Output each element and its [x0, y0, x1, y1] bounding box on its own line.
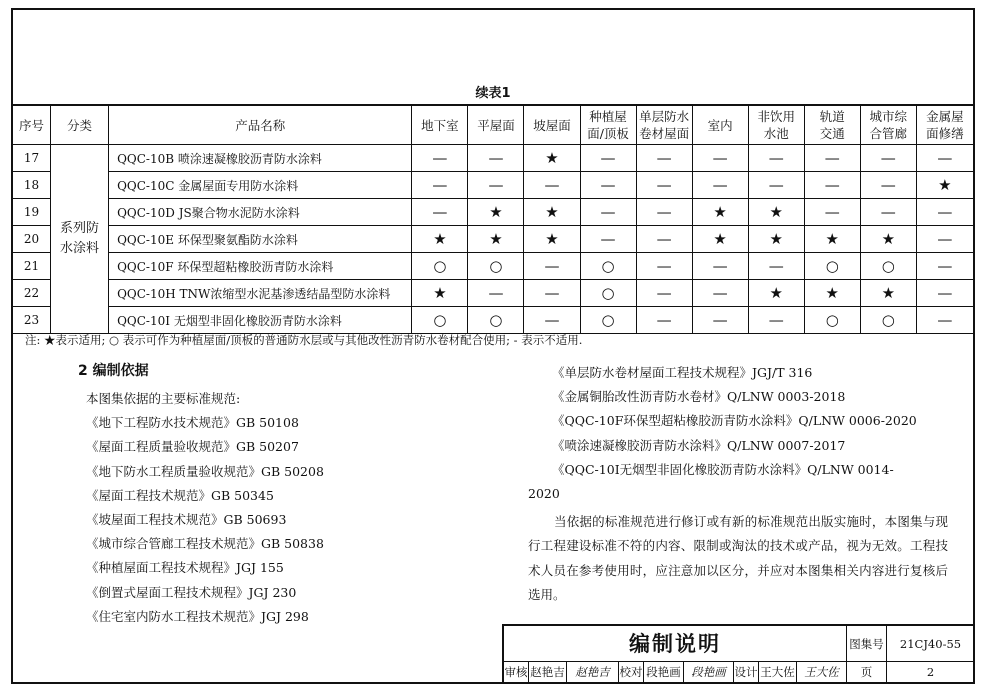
applicability-mark: ★ — [692, 199, 748, 226]
applicability-mark: ★ — [692, 226, 748, 253]
title-block — [502, 624, 974, 683]
product-name: QQC-10B 喷涂速凝橡胶沥青防水涂料 — [109, 145, 412, 172]
row-seq: 18 — [13, 172, 51, 199]
product-name: QQC-10H TNW浓缩型水泥基渗透结晶型防水涂料 — [109, 280, 412, 307]
standard-item: 《金属铜胎改性沥青防水卷材》Q/LNW 0003-2018 — [552, 389, 846, 405]
header-seq: 序号 — [13, 105, 51, 145]
applicability-mark: — — [636, 307, 692, 334]
standard-item: 《坡屋面工程技术规范》GB 50693 — [86, 511, 287, 527]
header-application: 地下室 — [412, 105, 468, 145]
applicability-mark: — — [412, 172, 468, 199]
applicability-mark: — — [860, 145, 916, 172]
header-product: 产品名称 — [109, 105, 412, 145]
atlas-label: 图集号 — [847, 626, 887, 662]
applicability-mark: — — [748, 172, 804, 199]
applicability-mark: — — [636, 145, 692, 172]
table-header-row — [13, 105, 974, 145]
standards-list-right — [528, 361, 948, 607]
applicability-mark: — — [636, 226, 692, 253]
header-application: 室内 — [692, 105, 748, 145]
row-seq: 21 — [13, 253, 51, 280]
drawing-title: 编制说明 — [504, 626, 847, 662]
designer-name: 王大佐 — [759, 662, 797, 683]
applicability-mark: — — [468, 280, 524, 307]
applicability-mark: — — [748, 145, 804, 172]
applicability-mark: — — [860, 172, 916, 199]
review-label: 审核 — [504, 662, 529, 683]
product-name: QQC-10E 环保型聚氨酯防水涂料 — [109, 226, 412, 253]
applicability-mark: — — [860, 199, 916, 226]
header-category: 分类 — [51, 105, 109, 145]
applicability-mark: — — [916, 145, 973, 172]
applicability-mark: — — [580, 172, 636, 199]
table-caption: 续表1 — [475, 86, 511, 101]
applicability-mark: — — [692, 172, 748, 199]
section-title: 2 编制依据 — [78, 363, 149, 379]
applicability-mark: ○ — [804, 253, 860, 280]
applicability-mark: — — [804, 172, 860, 199]
applicability-mark: — — [804, 145, 860, 172]
applicability-mark: — — [916, 280, 973, 307]
header-application: 金属屋 面修缮 — [916, 105, 973, 145]
standard-item: 《种植屋面工程技术规程》JGJ 155 — [86, 560, 284, 576]
applicability-mark: — — [692, 307, 748, 334]
product-name: QQC-10C 金属屋面专用防水涂料 — [109, 172, 412, 199]
applicability-mark: ★ — [412, 226, 468, 253]
applicability-mark: ○ — [860, 307, 916, 334]
applicability-mark: ○ — [580, 253, 636, 280]
applicability-mark: ★ — [524, 226, 580, 253]
header-application: 种植屋 面/顶板 — [580, 105, 636, 145]
applicability-mark: — — [916, 226, 973, 253]
row-seq: 23 — [13, 307, 51, 334]
applicability-mark: ○ — [468, 253, 524, 280]
product-name: QQC-10I 无烟型非固化橡胶沥青防水涂料 — [109, 307, 412, 334]
applicability-mark: — — [692, 145, 748, 172]
applicability-mark: — — [580, 145, 636, 172]
standard-item: 《QQC-10F环保型超粘橡胶沥青防水涂料》Q/LNW 0006-2020 — [552, 413, 917, 429]
table-row — [13, 226, 974, 253]
applicability-mark: — — [524, 253, 580, 280]
applicability-mark: — — [692, 280, 748, 307]
check-label: 校对 — [619, 662, 644, 683]
standard-item: 《城市综合管廊工程技术规范》GB 50838 — [86, 536, 324, 552]
row-seq: 22 — [13, 280, 51, 307]
standards-list-left — [86, 387, 506, 629]
applicability-mark: ○ — [860, 253, 916, 280]
header-application: 城市综 合管廊 — [860, 105, 916, 145]
standard-item-wrapped: 《QQC-10I无烟型非固化橡胶沥青防水涂料》Q/LNW 0014- — [552, 461, 894, 477]
applicability-mark: ★ — [804, 226, 860, 253]
applicability-mark: ★ — [860, 226, 916, 253]
applicability-mark: — — [748, 253, 804, 280]
applicability-mark: — — [524, 172, 580, 199]
applicability-mark: ★ — [860, 280, 916, 307]
page-number: 2 — [887, 662, 974, 683]
applicability-mark: — — [636, 280, 692, 307]
category-cell: 系列防 水涂料 — [51, 145, 109, 334]
standard-item: 《屋面工程技术规范》GB 50345 — [86, 487, 274, 503]
table-row — [13, 307, 974, 334]
applicability-mark: ★ — [412, 280, 468, 307]
designer-signature: 王大佐 — [797, 662, 847, 683]
applicability-mark: ○ — [580, 280, 636, 307]
applicability-mark: — — [916, 253, 973, 280]
header-application: 坡屋面 — [524, 105, 580, 145]
row-seq: 17 — [13, 145, 51, 172]
table-row — [13, 172, 974, 199]
checker-signature: 段艳画 — [684, 662, 734, 683]
header-application: 轨道 交通 — [804, 105, 860, 145]
standard-item: 《倒置式屋面工程技术规程》JGJ 230 — [86, 584, 297, 600]
applicability-mark: — — [412, 145, 468, 172]
applicability-mark: ○ — [468, 307, 524, 334]
reviewer-name: 赵艳吉 — [529, 662, 567, 683]
standard-item-wrapped-tail: 2020 — [528, 485, 560, 501]
applicability-mark: ★ — [748, 199, 804, 226]
table-note: 注: ★表示适用; ○ 表示可作为种植屋面/顶板的普通防水层或与其他改性沥青防水卷材配合使用; - 表示不适用. — [25, 333, 583, 347]
table-row — [13, 280, 974, 307]
applicability-mark: — — [580, 226, 636, 253]
reviewer-signature: 赵艳吉 — [567, 662, 619, 683]
standards-intro: 本图集依据的主要标准规范: — [86, 391, 241, 406]
applicability-mark: — — [636, 199, 692, 226]
standard-item: 《地下防水工程质量验收规范》GB 50208 — [86, 463, 324, 479]
applicability-mark: — — [524, 280, 580, 307]
table-row — [13, 253, 974, 280]
applicability-mark: — — [804, 199, 860, 226]
applicability-mark: ○ — [804, 307, 860, 334]
applicability-mark: ★ — [916, 172, 973, 199]
applicability-mark: ★ — [468, 226, 524, 253]
atlas-number: 21CJ40-55 — [887, 626, 974, 662]
applicability-mark: — — [916, 199, 973, 226]
applicability-mark: ★ — [748, 280, 804, 307]
header-application: 非饮用 水池 — [748, 105, 804, 145]
applicability-mark: ★ — [524, 145, 580, 172]
applicability-mark: ★ — [468, 199, 524, 226]
applicability-mark: — — [692, 253, 748, 280]
table-row — [13, 199, 974, 226]
product-name: QQC-10D JS聚合物水泥防水涂料 — [109, 199, 412, 226]
product-application-table — [12, 104, 974, 334]
header-application: 单层防水 卷材屋面 — [636, 105, 692, 145]
applicability-mark: — — [468, 145, 524, 172]
table-row — [13, 145, 974, 172]
standard-item: 《住宅室内防水工程技术规范》JGJ 298 — [86, 608, 309, 624]
applicability-mark: ★ — [748, 226, 804, 253]
standard-item: 《屋面工程质量验收规范》GB 50207 — [86, 439, 299, 455]
applicability-mark: — — [636, 253, 692, 280]
applicability-mark: — — [636, 172, 692, 199]
applicability-mark: ★ — [524, 199, 580, 226]
applicability-mark: — — [580, 199, 636, 226]
checker-name: 段艳画 — [644, 662, 684, 683]
header-application: 平屋面 — [468, 105, 524, 145]
product-name: QQC-10F 环保型超粘橡胶沥青防水涂料 — [109, 253, 412, 280]
applicability-mark: — — [412, 199, 468, 226]
page-label: 页 — [847, 662, 887, 683]
applicability-mark: — — [468, 172, 524, 199]
applicability-mark: ○ — [580, 307, 636, 334]
applicability-mark: ○ — [412, 307, 468, 334]
applicability-mark: — — [524, 307, 580, 334]
standard-item: 《单层防水卷材屋面工程技术规程》JGJ/T 316 — [552, 365, 813, 380]
row-seq: 19 — [13, 199, 51, 226]
row-seq: 20 — [13, 226, 51, 253]
design-label: 设计 — [734, 662, 759, 683]
standard-item: 《地下工程防水技术规范》GB 50108 — [86, 415, 299, 431]
applicability-mark: ○ — [412, 253, 468, 280]
revision-paragraph: 当依据的标准规范进行修订或有新的标准规范出版实施时，本图集与现行工程建设标准不符的内容、限制或淘汰的技术或产品，视为无效。工程技术人员在参考使用时，应注意加以区分，并应对本图集相关内容进行复核后选用。 — [528, 514, 948, 602]
standard-item: 《喷涂速凝橡胶沥青防水涂料》Q/LNW 0007-2017 — [552, 437, 846, 453]
applicability-mark: — — [748, 307, 804, 334]
applicability-mark: ★ — [804, 280, 860, 307]
applicability-mark: — — [916, 307, 973, 334]
